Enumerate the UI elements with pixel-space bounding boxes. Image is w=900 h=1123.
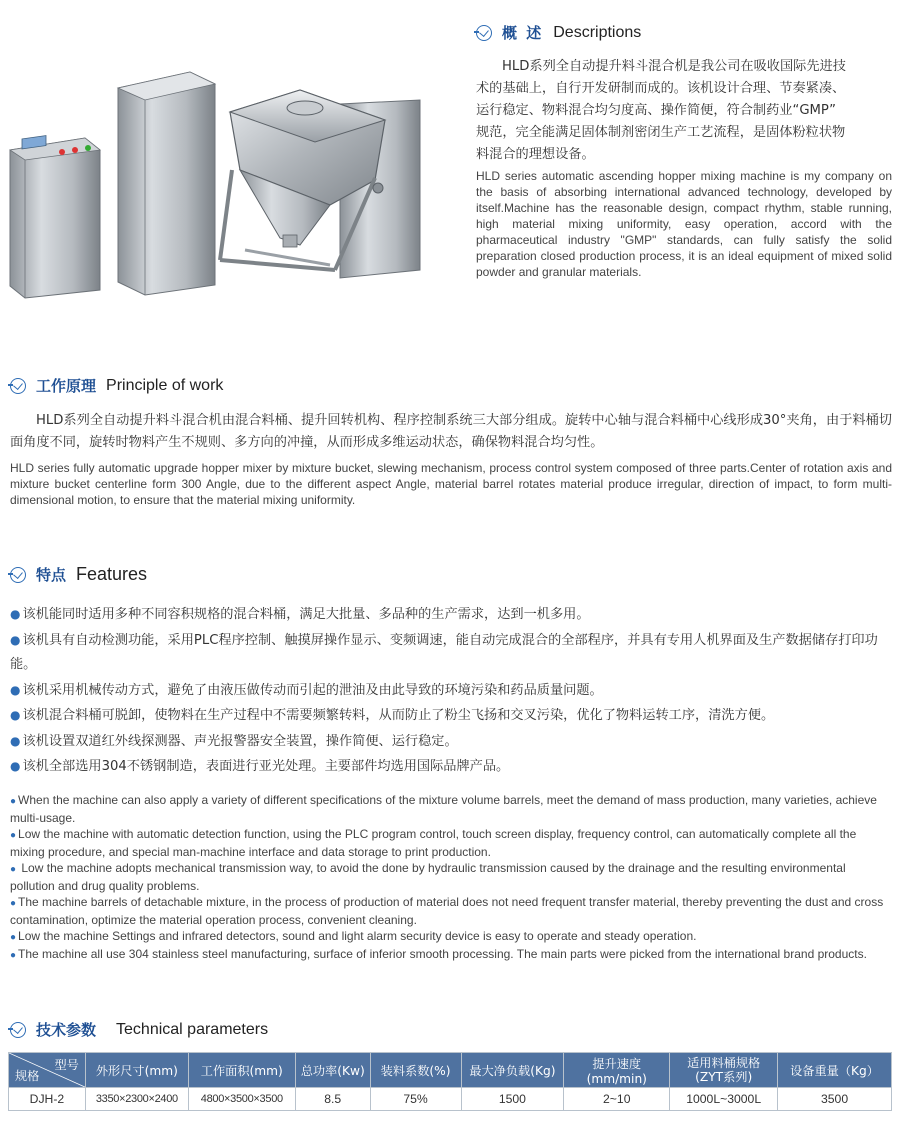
bullet-icon: ● xyxy=(10,607,21,621)
column-header: 设备重量（Kg） xyxy=(778,1053,892,1088)
bullet-icon: ● xyxy=(10,682,21,697)
features-heading xyxy=(10,564,147,585)
list-item xyxy=(10,946,892,964)
list-item xyxy=(10,860,892,894)
column-header-line: 适用料桶规格 xyxy=(687,1056,761,1070)
list-item xyxy=(10,754,892,780)
bullet-icon: ● xyxy=(10,733,21,748)
column-header-line: (ZYT系列) xyxy=(695,1070,753,1084)
list-item xyxy=(10,729,892,755)
feature-text: 该机全部选用304不锈钢制造，表面进行亚光处理。主要部件均选用国际品牌产品。 xyxy=(22,759,510,774)
feature-text: The machine all use 304 stainless steel manufacturing, surface of inferior smooth processing. The main parts were picked from the international brand products. xyxy=(18,947,867,961)
technical-heading-cn: 技术参数 xyxy=(36,1021,97,1039)
check-circle-icon xyxy=(10,567,26,583)
list-item xyxy=(10,792,892,826)
check-circle-icon xyxy=(10,1022,26,1038)
column-header: 总功率(Kw) xyxy=(295,1053,370,1088)
table-cell: 3500 xyxy=(778,1088,892,1111)
principle-text-cn: HLD系列全自动提升料斗混合机由混合料桶、提升回转机构、程序控制系统三大部分组成。旋转中心轴与混合料桶中心线形成30°夹角，由于料桶切面角度不同，旋转时物料产生不规则、多方向的冲撞，从而形成多维运动状态，确保物料混合均匀性。 xyxy=(10,413,892,450)
bullet-icon: ● xyxy=(10,830,17,841)
features-list-en xyxy=(10,792,892,964)
technical-heading xyxy=(10,1019,268,1040)
technical-heading-en: Technical parameters xyxy=(116,1020,269,1038)
feature-text: 该机混合料桶可脱卸，使物料在生产过程中不需要频繁转料，从而防止了粉尘飞扬和交叉污染，优化了物料运转工序，清洗方便。 xyxy=(22,708,775,723)
feature-text: 该机采用机械传动方式，避免了由液压做传动而引起的泄油及由此导致的环境污染和药品质量问题。 xyxy=(22,682,603,698)
list-item xyxy=(10,928,892,946)
principle-heading-cn: 工作原理 xyxy=(36,377,97,395)
check-circle-icon xyxy=(10,378,26,394)
bullet-icon: ● xyxy=(10,708,21,722)
descriptions-text-cn xyxy=(476,56,892,166)
column-header: 装料系数(%) xyxy=(370,1053,461,1088)
table-header-row xyxy=(9,1053,892,1088)
principle-heading-en: Principle of work xyxy=(106,376,224,394)
machine-illustration xyxy=(0,60,440,305)
features-list-cn xyxy=(10,602,892,780)
feature-text: Low the machine Settings and infrared detectors, sound and light alarm security device is easy to operate and steady operation. xyxy=(18,929,697,943)
table-cell: 8.5 xyxy=(295,1088,370,1111)
bullet-icon: ● xyxy=(10,632,21,647)
bullet-icon: ● xyxy=(10,796,17,807)
bullet-icon: ● xyxy=(10,950,17,961)
feature-text: 该机能同时适用多种不同容积规格的混合料桶，满足大批量、多品种的生产需求，达到一机多用。 xyxy=(22,607,590,622)
features-heading-en: Features xyxy=(76,564,148,584)
table-cell: 3350×2300×2400 xyxy=(85,1088,188,1111)
feature-text: When the machine can also apply a variety of different specifications of the mixture volume barrels, meet the demand of mass production, many varieties, achieve multi-usage. xyxy=(10,793,877,825)
feature-text: 该机具有自动检测功能，采用PLC程序控制、触摸屏操作显示、变频调速，能自动完成混合的全部程序，并具有专用人机界面及生产数据储存打印功能。 xyxy=(10,632,878,672)
check-circle-icon xyxy=(476,25,492,41)
descriptions-text-en: HLD series automatic ascending hopper mixing machine is my company on the basis of absorbing international advanced technology, developed by itself.Machine has the reasonable design, compact rhythm, stable running, high material mixing uniformity, easy operation, accord with the pharmaceutical industry "GMP" standards, can fully satisfy the solid preparation closed production process, it is an ideal equipment of mixed solid powder and granular materials. xyxy=(476,169,892,279)
corner-bottom-label: 规格 xyxy=(15,1069,40,1083)
list-item xyxy=(10,678,892,704)
table-row xyxy=(9,1088,892,1111)
technical-parameters-table xyxy=(8,1052,892,1111)
descriptions-heading xyxy=(476,22,641,43)
descriptions-line: 料混合的理想设备。 xyxy=(476,147,595,162)
principle-heading xyxy=(10,375,223,396)
features-heading-cn: 特点 xyxy=(36,566,67,584)
feature-text: Low the machine adopts mechanical transmission way, to avoid the done by hydraulic transmission caused by the drainage and the resulting environmental pollution and drug quality problems. xyxy=(10,861,846,893)
descriptions-heading-en: Descriptions xyxy=(553,23,642,41)
table-cell: 4800×3500×3500 xyxy=(188,1088,295,1111)
descriptions-line: 规范，完全能满足固体制剂密闭生产工艺流程，是固体粉粒状物 xyxy=(476,125,846,140)
table-cell: 75% xyxy=(370,1088,461,1111)
bullet-icon: ● xyxy=(10,932,17,943)
column-header: 外形尺寸(mm) xyxy=(85,1053,188,1088)
column-header xyxy=(670,1053,778,1088)
feature-text: 该机设置双道红外线探测器、声光报警器安全装置，操作简便、运行稳定。 xyxy=(22,733,458,749)
list-item xyxy=(10,703,892,729)
table-cell: 1500 xyxy=(461,1088,564,1111)
feature-text: Low the machine with automatic detection function, using the PLC program control, touch screen display, frequency control, can automatically complete all the mixing procedure, and special man-machine interface and data storage to print production. xyxy=(10,827,857,859)
table-cell: DJH-2 xyxy=(9,1088,86,1111)
table-corner-cell xyxy=(9,1053,86,1088)
feature-text: The machine barrels of detachable mixture, in the process of production of material does not need frequent transfer material, thereby preventing the dust and cross contamination, optimize the material operation process, convenient cleaning. xyxy=(10,895,884,927)
descriptions-line: 运行稳定、物料混合均匀度高、操作简便，符合制药业“GMP” xyxy=(476,103,836,118)
table-cell: 1000L~3000L xyxy=(670,1088,778,1111)
bullet-icon: ● xyxy=(10,759,21,773)
corner-top-label: 型号 xyxy=(54,1058,79,1072)
list-item xyxy=(10,628,892,678)
column-header: 工作面积(mm) xyxy=(188,1053,295,1088)
bullet-icon: ● xyxy=(10,898,17,909)
descriptions-line: 术的基础上，自行开发研制而成的。该机设计合理、节奏紧凑、 xyxy=(476,81,846,96)
column-header: 最大净负载(Kg) xyxy=(461,1053,564,1088)
bullet-icon: ● xyxy=(10,864,17,875)
principle-text-en: HLD series fully automatic upgrade hopper mixer by mixture bucket, slewing mechanism, process control system composed of three parts.Center of rotation axis and mixture bucket centerline form 300 Angle, due to the different aspect Angle, material barrel rotates material produce irregular, direction of impact, to form multi-dimensional motion, to ensure that the material mixing uniformity. xyxy=(10,461,892,507)
list-item xyxy=(10,602,892,628)
list-item xyxy=(10,826,892,860)
list-item xyxy=(10,894,892,928)
table-cell: 2~10 xyxy=(564,1088,670,1111)
descriptions-heading-cn: 概 述 xyxy=(502,24,544,42)
descriptions-line: HLD系列全自动提升料斗混合机是我公司在吸收国际先进技 xyxy=(502,59,846,74)
column-header: 提升速度(mm/min) xyxy=(564,1053,670,1088)
